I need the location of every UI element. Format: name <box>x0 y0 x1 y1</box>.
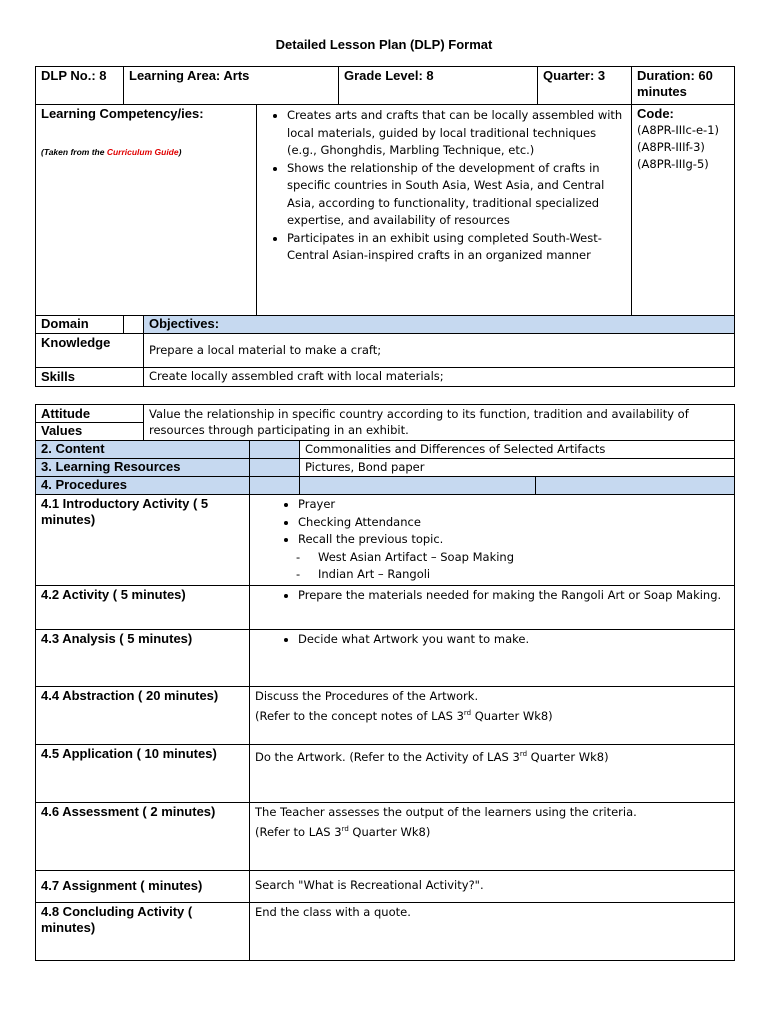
activity-label: 4.2 Activity ( 5 minutes) <box>36 585 250 629</box>
content-text: Commonalities and Differences of Selected Artifacts <box>300 441 735 459</box>
code-item: (A8PR-IIIc-e-1) <box>637 123 720 137</box>
concluding-label: 4.8 Concluding Activity ( minutes) <box>36 902 250 960</box>
list-item: - Indian Art – Rangoli <box>296 566 729 584</box>
resources-label: 3. Learning Resources <box>36 459 250 477</box>
intro-sublist <box>280 549 729 584</box>
quarter: Quarter: 3 <box>538 67 632 105</box>
list-item: • Creates arts and crafts that can be locally assembled with local materials, guided by local traditional techniques (e.g., Ghonghdis, Marbling Technique, etc.) <box>287 107 623 160</box>
grade-level: Grade Level: 8 <box>339 67 538 105</box>
knowledge-objective: Prepare a local material to make a craft; <box>144 334 735 368</box>
intro-list <box>280 496 729 549</box>
activity-cell <box>250 585 735 629</box>
list-item: • Recall the previous topic. <box>298 531 729 549</box>
code-item: (A8PR-IIIg-5) <box>637 157 709 171</box>
list-item: • Checking Attendance <box>298 514 729 532</box>
page-title: Detailed Lesson Plan (DLP) Format <box>275 37 493 52</box>
content-label: 2. Content <box>36 441 250 459</box>
abstraction-label: 4.4 Abstraction ( 20 minutes) <box>36 686 250 744</box>
procedures-label: 4. Procedures <box>36 477 250 495</box>
application-label: 4.5 Application ( 10 minutes) <box>36 744 250 802</box>
skills-objective: Create locally assembled craft with local materials; <box>144 368 735 387</box>
competency-label-cell <box>36 105 257 316</box>
duration: Duration: 60 minutes <box>632 67 735 105</box>
attitude-values-label: Attitude Values <box>36 405 144 441</box>
code-label: Code: <box>637 106 674 121</box>
code-cell <box>632 105 735 316</box>
learning-area: Learning Area: Arts <box>124 67 339 105</box>
domain-label: Domain <box>36 316 124 334</box>
curriculum-guide-text: Curriculum Guide <box>106 147 179 157</box>
concluding-cell: End the class with a quote. <box>250 902 735 960</box>
list-item: • Decide what Artwork you want to make. <box>298 631 729 649</box>
skills-label: Skills <box>36 368 144 387</box>
assignment-label: 4.7 Assignment ( minutes) <box>36 870 250 902</box>
intro-activity-label: 4.1 Introductory Activity ( 5 minutes) <box>36 495 250 586</box>
assignment-cell: Search "What is Recreational Activity?". <box>250 870 735 902</box>
competency-list <box>269 107 623 265</box>
analysis-cell <box>250 629 735 686</box>
assessment-cell: The Teacher assesses the output of the learners using the criteria. (Refer to LAS 3rd Quarter Wk8) <box>250 802 735 870</box>
competency-label: Learning Competency/ies: <box>41 106 204 121</box>
assessment-label: 4.6 Assessment ( 2 minutes) <box>36 802 250 870</box>
lesson-procedures-table <box>35 404 735 961</box>
abstraction-cell: Discuss the Procedures of the Artwork. (Refer to the concept notes of LAS 3rd Quarter Wk8) <box>250 686 735 744</box>
intro-activity-cell <box>250 495 735 586</box>
knowledge-label: Knowledge <box>36 334 144 368</box>
objectives-label: Objectives: <box>144 316 735 334</box>
code-item: (A8PR-IIIf-3) <box>637 140 705 154</box>
application-cell: Do the Artwork. (Refer to the Activity of LAS 3rd Quarter Wk8) <box>250 744 735 802</box>
list-item: • Shows the relationship of the development of crafts in specific countries in South Asia, West Asia, and Central Asia, according to functionality, traditional specialized expertise, and availability of resources <box>287 160 623 230</box>
lesson-header-table <box>35 66 735 387</box>
list-item: • Participates in an exhibit using completed South-West-Central Asian-inspired crafts in an organized manner <box>287 230 623 265</box>
curriculum-source-note: (Taken from the Curriculum Guide) <box>41 147 182 157</box>
values-objective: Value the relationship in specific country according to its function, tradition and availability of resources through participating in an exhibit. <box>144 405 735 441</box>
analysis-label: 4.3 Analysis ( 5 minutes) <box>36 629 250 686</box>
list-item: • Prepare the materials needed for making the Rangoli Art or Soap Making. <box>298 587 729 605</box>
resources-text: Pictures, Bond paper <box>300 459 735 477</box>
dlp-number: DLP No.: 8 <box>36 67 124 105</box>
competency-list-cell <box>257 105 632 316</box>
list-item: • Prayer <box>298 496 729 514</box>
list-item: - West Asian Artifact – Soap Making <box>296 549 729 567</box>
